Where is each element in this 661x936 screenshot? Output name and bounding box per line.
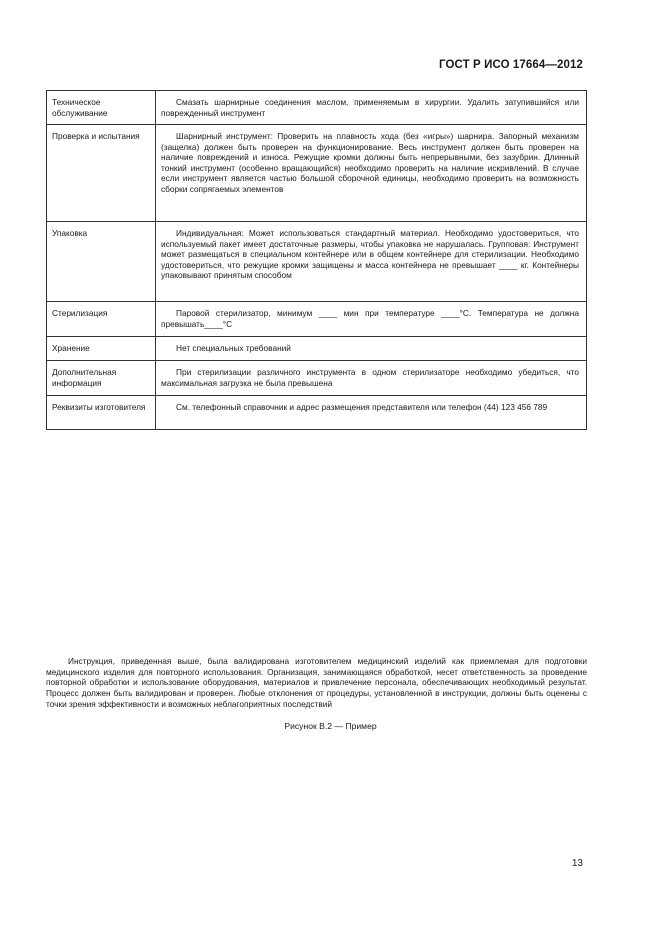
table-row bbox=[47, 337, 587, 361]
table-row bbox=[47, 396, 587, 430]
table-row bbox=[47, 302, 587, 337]
row-label: Дополнительная информация bbox=[47, 361, 156, 396]
row-label: Упаковка bbox=[47, 222, 156, 302]
row-text: При стерилизации различного инструмента в одном стерилизаторе необходимо убедиться, что максимальная загрузка не была превышена bbox=[156, 361, 587, 396]
table-row bbox=[47, 222, 587, 302]
figure-caption: Рисунок В.2 — Пример bbox=[284, 721, 377, 731]
row-text: Нет специальных требований bbox=[156, 337, 587, 361]
row-text: Смазать шарнирные соединения маслом, применяемым в хирургии. Удалить затупившийся или поврежденный инструмент bbox=[156, 91, 587, 125]
page-number: 13 bbox=[571, 858, 583, 869]
row-text: Шарнирный инструмент: Проверить на плавность хода (без «игры») шарнира. Запорный механизм (защелка) должен быть проверен на функционирование. Весь инструмент должен быть проверен на наличие повреждений и износа. Режущие кромки должны быть непрерывными, без зазубрин. Длинный тонкий инструмент (особенно вращающийся) необходимо проверить на наличие искривлений. В случае если инструмент является частью большой сборочной единицы, необходимо проверить на возможность сборки сопрягаемых элементов bbox=[156, 125, 587, 222]
document-standard-header: ГОСТ Р ИСО 17664—2012 bbox=[438, 59, 583, 71]
table-row bbox=[47, 361, 587, 396]
row-label: Техническое обслуживание bbox=[47, 91, 156, 125]
validation-note-paragraph: Инструкция, приведенная выше, была валидирована изготовителем медицинский изделий как приемлемая для подготовки медицинского изделия для повторного использования. Организация, занимающаяся обработкой, несет ответственность за проведение повторной обработки и использование оборудования, материалов и привлечение персонала, обеспечивающих необходимый результат. Процесс должен быть валидирован и проверен. Любые отклонения от процедуры, установленной в инструкции, должны быть оценены с точки зрения эффективности и возможных неблагоприятных последствий bbox=[46, 656, 587, 709]
row-text: Паровой стерилизатор, минимум ____ мин при температуре ____°С. Температура не должна превышать____°С bbox=[156, 302, 587, 337]
row-label: Реквизиты изготовителя bbox=[47, 396, 156, 430]
row-text: Индивидуальная: Может использоваться стандартный материал. Необходимо удостовериться, что используемый пакет имеет достаточные размеры, чтобы упаковка не нарушалась. Групповая: Инструмент может размещаться в специальном контейнере или в общем контейнере для стерилизации. Необходимо удостовериться, что режущие кромки защищены и масса контейнера не превышает ____ кг. Контейнеры упаковывают принятым способом bbox=[156, 222, 587, 302]
row-text: См. телефонный справочник и адрес размещения представителя или телефон (44) 123 456 789 bbox=[156, 396, 587, 430]
row-label: Проверка и испытания bbox=[47, 125, 156, 222]
table-row bbox=[47, 91, 587, 125]
row-label: Стерилизация bbox=[47, 302, 156, 337]
row-label: Хранение bbox=[47, 337, 156, 361]
instruction-table bbox=[46, 90, 587, 430]
table-row bbox=[47, 125, 587, 222]
